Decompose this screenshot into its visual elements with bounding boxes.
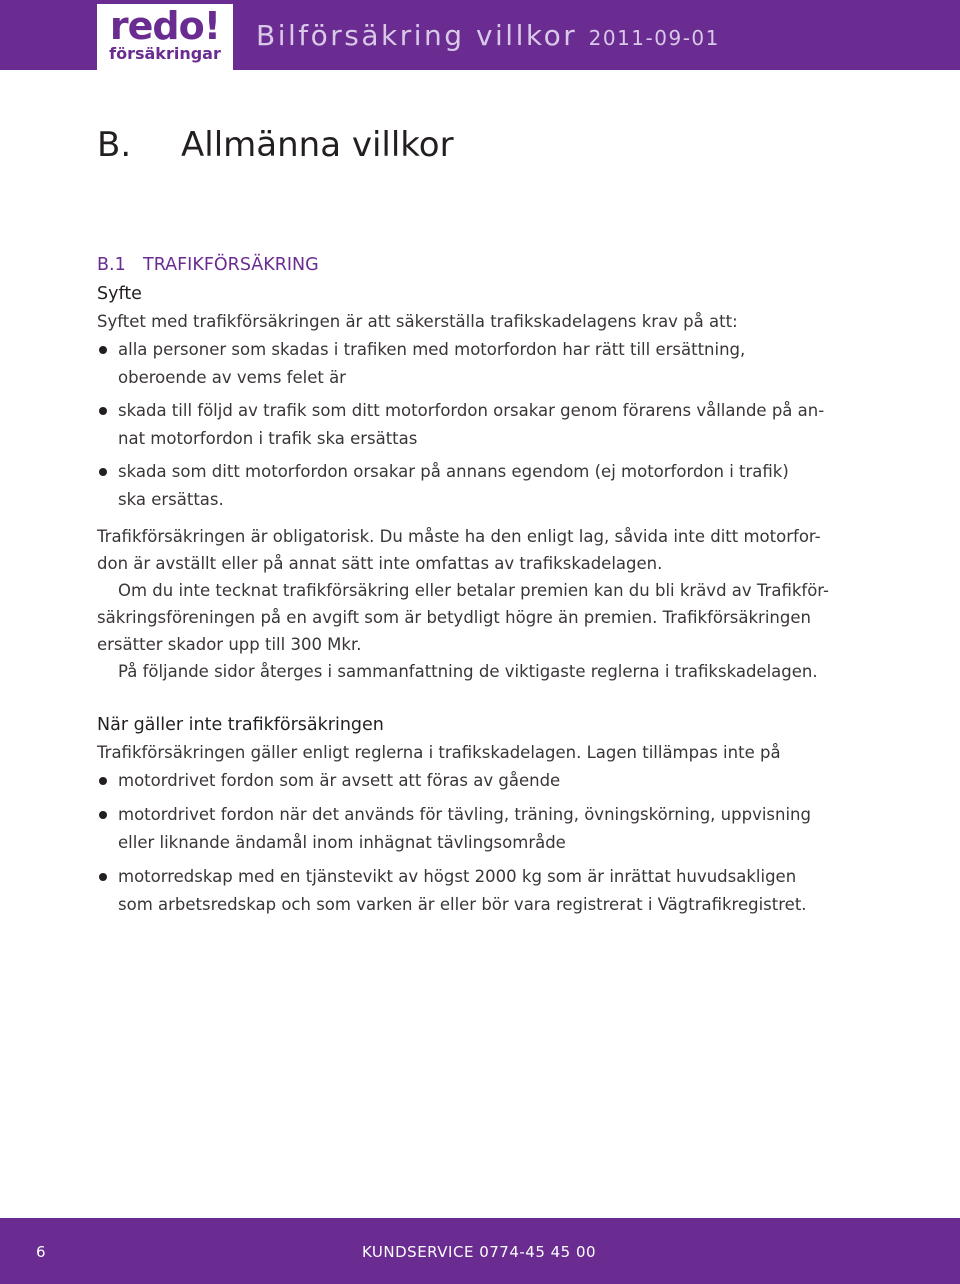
document-title-text: Bilförsäkring villkor bbox=[256, 19, 578, 52]
bullet-line: alla personer som skadas i trafiken med motorfordon har rätt till ersättning, bbox=[118, 340, 746, 359]
bullet-dot bbox=[99, 407, 107, 415]
subheading-syfte: Syfte bbox=[97, 284, 142, 304]
section-title-text: TRAFIKFÖRSÄKRING bbox=[143, 255, 319, 275]
intro-paragraph: Syftet med trafikförsäkringen är att säkerställa trafikskadelagens krav på att: bbox=[97, 312, 738, 331]
bullet-line: skada till följd av trafik som ditt motorfordon orsakar genom förarens vållande på an- bbox=[118, 401, 825, 420]
paragraph-line: På följande sidor återges i sammanfattning de viktigaste reglerna i trafikskadelagen. bbox=[118, 662, 818, 681]
bullet-dot bbox=[99, 873, 107, 881]
intro-paragraph: Trafikförsäkringen gäller enligt reglerna i trafikskadelagen. Lagen tillämpas inte på bbox=[97, 743, 781, 762]
section-title-b1 bbox=[97, 251, 319, 279]
bullet-line: eller liknande ändamål inom inhägnat tävlingsområde bbox=[118, 833, 566, 852]
bullet-dot bbox=[99, 346, 107, 354]
footer-band bbox=[0, 1218, 960, 1284]
brand-logo[interactable] bbox=[97, 4, 233, 70]
page-title bbox=[97, 120, 897, 170]
paragraph-line: don är avställt eller på annat sätt inte omfattas av trafikskadelagen. bbox=[97, 554, 663, 573]
bullet-dot bbox=[99, 811, 107, 819]
bullet-line: ska ersättas. bbox=[118, 490, 224, 509]
page-title-number: B. bbox=[97, 125, 132, 165]
bullet-dot bbox=[99, 468, 107, 476]
customer-service-phone[interactable]: KUNDSERVICE 0774-45 45 00 bbox=[362, 1243, 597, 1261]
bullet-line: motorredskap med en tjänstevikt av högst 2000 kg som är inrättat huvudsakligen bbox=[118, 867, 797, 886]
bullet-line: nat motorfordon i trafik ska ersättas bbox=[118, 429, 418, 448]
logo-wordmark: redo! bbox=[109, 4, 221, 48]
bullet-line: motordrivet fordon när det används för tävling, träning, övningskörning, uppvisning bbox=[118, 805, 811, 824]
paragraph-line: ersätter skador upp till 300 Mkr. bbox=[97, 635, 362, 654]
page-title-text: Allmänna villkor bbox=[181, 125, 454, 165]
section-number: B.1 bbox=[97, 255, 126, 275]
logo-subtext: försäkringar bbox=[109, 44, 221, 63]
bullet-line: oberoende av vems felet är bbox=[118, 368, 346, 387]
paragraph-line: Trafikförsäkringen är obligatorisk. Du måste ha den enligt lag, såvida inte ditt motorfor- bbox=[97, 527, 821, 546]
page-number: 6 bbox=[36, 1243, 46, 1261]
header-band bbox=[0, 0, 960, 70]
document-date: 2011-09-01 bbox=[588, 26, 720, 50]
paragraph-line: säkringsföreningen på en avgift som är betydligt högre än premien. Trafikförsäkringen bbox=[97, 608, 811, 627]
bullet-dot bbox=[99, 777, 107, 785]
section-title-not-valid: När gäller inte trafikförsäkringen bbox=[97, 715, 384, 735]
document-title bbox=[256, 16, 720, 56]
bullet-line: motordrivet fordon som är avsett att föras av gående bbox=[118, 771, 561, 790]
bullet-line: skada som ditt motorfordon orsakar på annans egendom (ej motorfordon i trafik) bbox=[118, 462, 789, 481]
paragraph-line: Om du inte tecknat trafikförsäkring eller betalar premien kan du bli krävd av Trafikför- bbox=[118, 581, 829, 600]
bullet-line: som arbetsredskap och som varken är eller bör vara registrerat i Vägtrafikregistret. bbox=[118, 895, 807, 914]
